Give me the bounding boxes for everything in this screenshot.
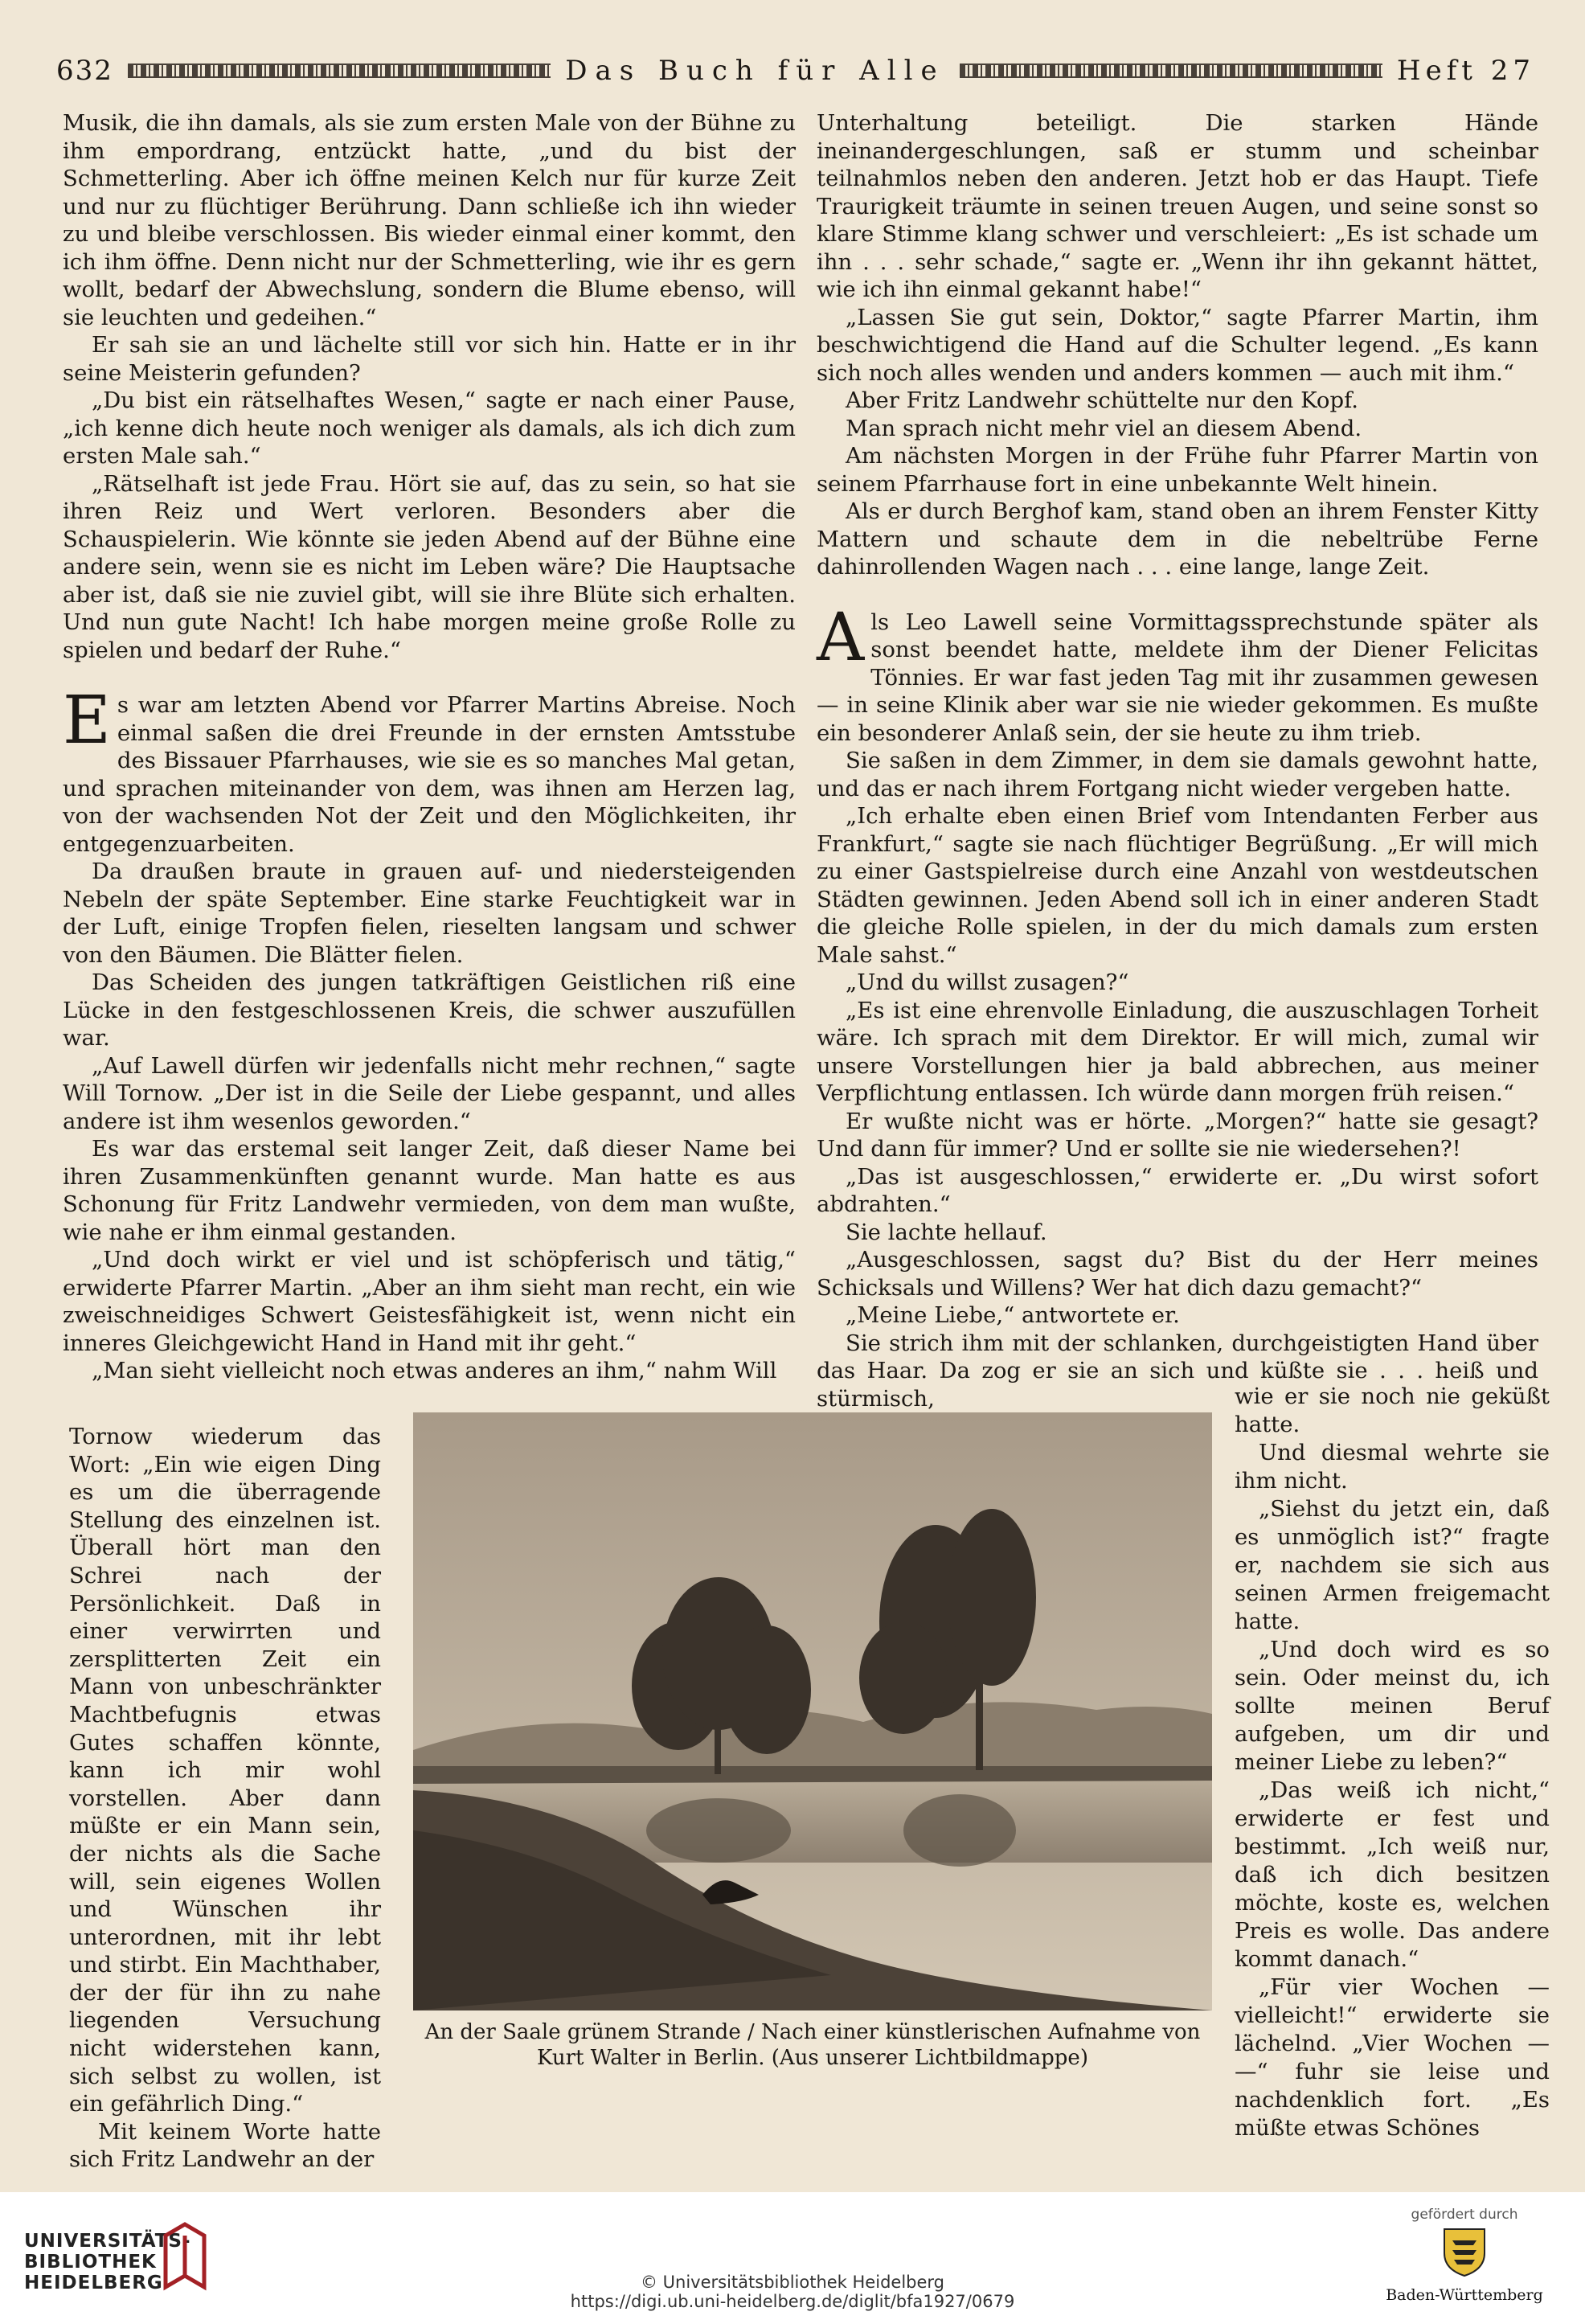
paragraph: Sie lachte hellauf.	[846, 1219, 1047, 1245]
paragraph: Und diesmal wehrte sie ihm nicht.	[1235, 1440, 1550, 1494]
paragraph: Man sprach nicht mehr viel an diesem Abend.	[846, 415, 1362, 441]
section-break	[817, 581, 1538, 609]
left-column	[63, 109, 796, 1385]
header-ornament	[960, 64, 1382, 78]
section-break	[63, 664, 796, 691]
paragraph: „Auf Lawell dürfen wir jedenfalls nicht mehr rechnen,“ sagte Will Tornow. „Der ist in die Seile der Liebe gespannt, und alles andere ist ihm wesenlos geworden.“	[63, 1052, 796, 1134]
paragraph: Es war das erstemal seit langer Zeit, daß dieser Name bei ihren Zusammenkünften genannt wurde. Man hatte es aus Schonung für Fritz Landwehr vermieden, von dem man wußte, wie nahe er ihm einmal gestanden.	[63, 1136, 796, 1245]
paragraph: Sie strich ihm mit der schlanken, durchgeistigten Hand über das Haar. Da zog er sie an sich und küßte sie . . . heiß und stürmisch,	[817, 1330, 1538, 1412]
right-narrow-column	[1235, 1383, 1550, 2142]
section-opening-paragraph	[63, 682, 796, 858]
drop-cap: E	[63, 682, 111, 759]
library-name-line: UNIVERSITÄTS-	[24, 2231, 191, 2252]
source-url-link[interactable]: https://digi.ub.uni-heidelberg.de/diglit/bfa1927/0679	[570, 2292, 1015, 2311]
paragraph: „Du bist ein rätselhaftes Wesen,“ sagte er nach einer Pause, „ich kenne dich heute noch weniger als damals, als ich dich zum ersten Male sah.“	[63, 387, 796, 469]
paragraph: „Es ist eine ehrenvolle Einladung, die auszuschlagen Torheit wäre. Ich sprach mit dem Direktor. Er will mich, zumal wir unsere Vorstellungen hier ja bald abbrechen, aus meiner Verpflichtung entlassen. Ich würde dann morgen früh reisen.“	[817, 997, 1538, 1106]
footer-credits	[0, 2273, 1585, 2311]
paragraph: Unterhaltung beteiligt. Die starken Hände ineinandergeschlungen, saß er stumm und scheinbar teilnahmlos neben den anderen. Jetzt hob er das Haupt. Tiefe Traurigkeit träumte in seinen treuen Augen, und seine sonst so klare Stimme klang schwer und verschleiert: „Es ist schade um ihn . . . sehr schade,“ sagte er. „Wenn ihr ihn gekannt hättet, wie ich ihn einmal gekannt habe!“	[817, 110, 1538, 302]
paragraph: Als er durch Berghof kam, stand oben an ihrem Fenster Kitty Mattern und schaute dem in die nebeltrübe Ferne dahinrollenden Wagen nach . . . eine lange, lange Zeit.	[817, 498, 1538, 580]
caption-line: Kurt Walter in Berlin. (Aus unserer Lichtbildmappe)	[537, 2046, 1088, 2070]
paragraph: Er wußte nicht was er hörte. „Morgen?“ hatte sie gesagt? Und dann für immer? Und er sollte sie nie wiedersehen?!	[817, 1108, 1538, 1162]
funder-name: Baden-Württemberg	[1386, 2286, 1543, 2304]
paragraph: Sie saßen in dem Zimmer, in dem sie damals gewohnt hatte, und das er nach ihrem Fortgang nicht wieder vergeben hatte.	[817, 748, 1538, 801]
paragraph: „Das weiß ich nicht,“ erwiderte er fest und bestimmt. „Ich weiß nur, daß ich dich besitzen möchte, koste es, welchen Preis es wolle. Das andere kommt danach.“	[1235, 1777, 1550, 1972]
funder-block	[1376, 2207, 1553, 2304]
page-header	[56, 48, 1535, 93]
photo-caption	[413, 2019, 1212, 2071]
paragraph: „Ich erhalte eben einen Brief vom Intendanten Ferber aus Frankfurt,“ sagte sie nach flüchtiger Begrüßung. „Er will mich zu einer Gastspielreise durch eine Anzahl von westdeutschen Städten gewinnen. Jeden Abend soll ich in einer anderen Stadt die gleiche Rolle spielen, in der du mich damals zum ersten Male sahst.“	[817, 803, 1538, 968]
paragraph: „Rätselhaft ist jede Frau. Hört sie auf, das zu sein, so hat sie ihren Reiz und Wert verloren. Besonders aber die Schauspielerin. Wie könnte sie jeden Abend auf der Bühne eine andere sein, wenn sie es nicht im Leben wäre? Die Hauptsache aber ist, daß sie nie zuviel gibt, will sie ihre Blüte sich erhalten. Und nun gute Nacht! Ich habe morgen meine große Rolle zu spielen und bedarf der Ruhe.“	[63, 470, 796, 663]
paragraph: „Siehst du jetzt ein, daß es unmöglich ist?“ fragte er, nachdem sie sich aus seinen Armen freigemacht hatte.	[1235, 1496, 1550, 1634]
paragraph: „Ausgeschlossen, sagst du? Bist du der Herr meines Schicksals und Willens? Wer hat dich dazu gemacht?“	[817, 1247, 1538, 1301]
coat-of-arms-icon	[1436, 2223, 1493, 2279]
paragraph: Da draußen braute in grauen auf- und niedersteigenden Nebeln der späte September. Eine starke Feuchtigkeit war in der Luft, einige Tropfen fielen, rieselten langsam und schwer von den Bäumen. Die Blätter fielen.	[63, 859, 796, 968]
paragraph: „Lassen Sie gut sein, Doktor,“ sagte Pfarrer Martin, ihm beschwichtigend die Hand auf die Schulter legend. „Es kann sich noch alles wenden und anders kommen — auch mit ihm.“	[817, 304, 1538, 386]
section-opening-paragraph	[817, 599, 1538, 748]
paragraph: Das Scheiden des jungen tatkräftigen Geistlichen riß eine Lücke in den festgeschlossenen Kreis, die schwer auszufüllen war.	[63, 969, 796, 1051]
paragraph: „Meine Liebe,“ antwortete er.	[846, 1302, 1180, 1328]
paragraph: „Und doch wird es so sein. Oder meinst du, ich sollte meinen Beruf aufgeben, um dir und meiner Liebe zu leben?“	[1235, 1637, 1550, 1775]
paragraph: Mit keinem Worte hatte sich Fritz Landwehr an der	[69, 2118, 381, 2173]
paragraph: „Man sieht vielleicht noch etwas anderes an ihm,“ nahm Will	[92, 1358, 777, 1383]
library-name-line: BIBLIOTHEK	[24, 2252, 157, 2273]
header-ornament	[128, 64, 551, 78]
paragraph: „Das ist ausgeschlossen,“ erwiderte er. „Du wirst sofort abdrahten.“	[817, 1163, 1538, 1217]
issue-number: Heft 27	[1396, 55, 1536, 87]
funded-by-label: gefördert durch	[1411, 2207, 1518, 2223]
page-footer	[0, 2192, 1585, 2324]
left-narrow-column	[69, 1423, 381, 2174]
photo-illustration	[413, 1412, 1212, 2010]
paragraph: Er sah sie an und lächelte still vor sich hin. Hatte er in ihr seine Meisterin gefunden?	[63, 332, 796, 386]
paragraph: „Und du willst zusagen?“	[846, 969, 1129, 995]
page-number: 632	[56, 55, 113, 87]
paragraph: wie er sie noch nie geküßt hatte.	[1235, 1383, 1550, 1437]
right-column	[817, 109, 1538, 1412]
section-opening-text: ls Leo Lawell seine Vormittagssprechstunde später als sonst beendet hatte, meldete ihm der Diener Felicitas Tönnies. Er war fast jeden Tag mit ihr zusammen gewesen — in seine Klinik aber war sie nie wieder gekommen. Es mußte ein besonderer Anlaß sein, der sie heute zu ihm trieb.	[817, 609, 1538, 746]
paragraph: „Und doch wirkt er viel und ist schöpferisch und tätig,“ erwiderte Pfarrer Martin. „Aber an ihm sieht man recht, ein wie zweischneidiges Schwert Geistesfähigkeit ist, wenn nicht ein inneres Gleichgewicht Hand in Hand mit ihr geht.“	[63, 1247, 796, 1356]
paragraph: Musik, die ihn damals, als sie zum ersten Male von der Bühne zu ihm empordrang, entzückt hatte, „und du bist der Schmetterling. Aber ich öffne meinen Kelch nur für kurze Zeit und nur zu flüchtiger Berührung. Dann schließe ich ihn wieder zu und bleibe verschlossen. Bis wieder einmal einer kommt, den ich ihm öffne. Denn nicht nur der Schmetterling, wie ihr es gern wollt, bedarf der Abwechslung, sondern die Blume ebenso, will sie leuchten und gedeihen.“	[63, 110, 796, 330]
copyright-text: © Universitätsbibliothek Heidelberg	[640, 2273, 944, 2292]
paragraph: Aber Fritz Landwehr schüttelte nur den Kopf.	[846, 387, 1359, 413]
section-opening-text: s war am letzten Abend vor Pfarrer Martins Abreise. Noch einmal saßen die drei Freunde in der ernsten Amtsstube des Bissauer Pfarrhauses, wie sie es so manches Mal getan, und sprachen miteinander von dem, was ihnen am Herzen lag, von der wachsenden Not der Zeit und den Möglichkeiten, ihr entgegenzuarbeiten.	[63, 692, 796, 857]
landscape-photo	[413, 1412, 1212, 2010]
caption-line: An der Saale grünem Strande / Nach einer künstlerischen Aufnahme von	[424, 2020, 1201, 2044]
paragraph: „Für vier Wochen — vielleicht!“ erwiderte sie lächelnd. „Vier Wochen — —“ fuhr sie leise und nachdenklich fort. „Es müßte etwas Schönes	[1235, 1974, 1550, 2141]
paragraph: Am nächsten Morgen in der Frühe fuhr Pfarrer Martin von seinem Pfarrhause fort in eine unbekannte Welt hinein.	[817, 443, 1538, 497]
library-name-line: HEIDELBERG	[24, 2273, 163, 2293]
drop-cap: A	[817, 599, 865, 676]
magazine-title: Das Buch für Alle	[565, 55, 945, 87]
paragraph: Tornow wiederum das Wort: „Ein wie eigen Ding es um die überragende Stellung des einzelnen ist. Überall hört man den Schrei nach der Persönlichkeit. Daß in einer verwirrten und zersplitterten Zeit ein Mann von unbeschränkter Machtbefugnis etwas Gutes schaffen könnte, kann ich mir wohl vorstellen. Aber dann müßte er ein Mann sein, der nichts als die Sache will, sein eigenes Wollen und Wünschen ihr unterordnen, mit ihr lebt und stirbt. Ein Machthaber, der der für ihn zu nahe liegenden Versuchung nicht widerstehen kann, sich selbst zu wollen, ist ein gefährlich Ding.“	[69, 1424, 381, 2117]
